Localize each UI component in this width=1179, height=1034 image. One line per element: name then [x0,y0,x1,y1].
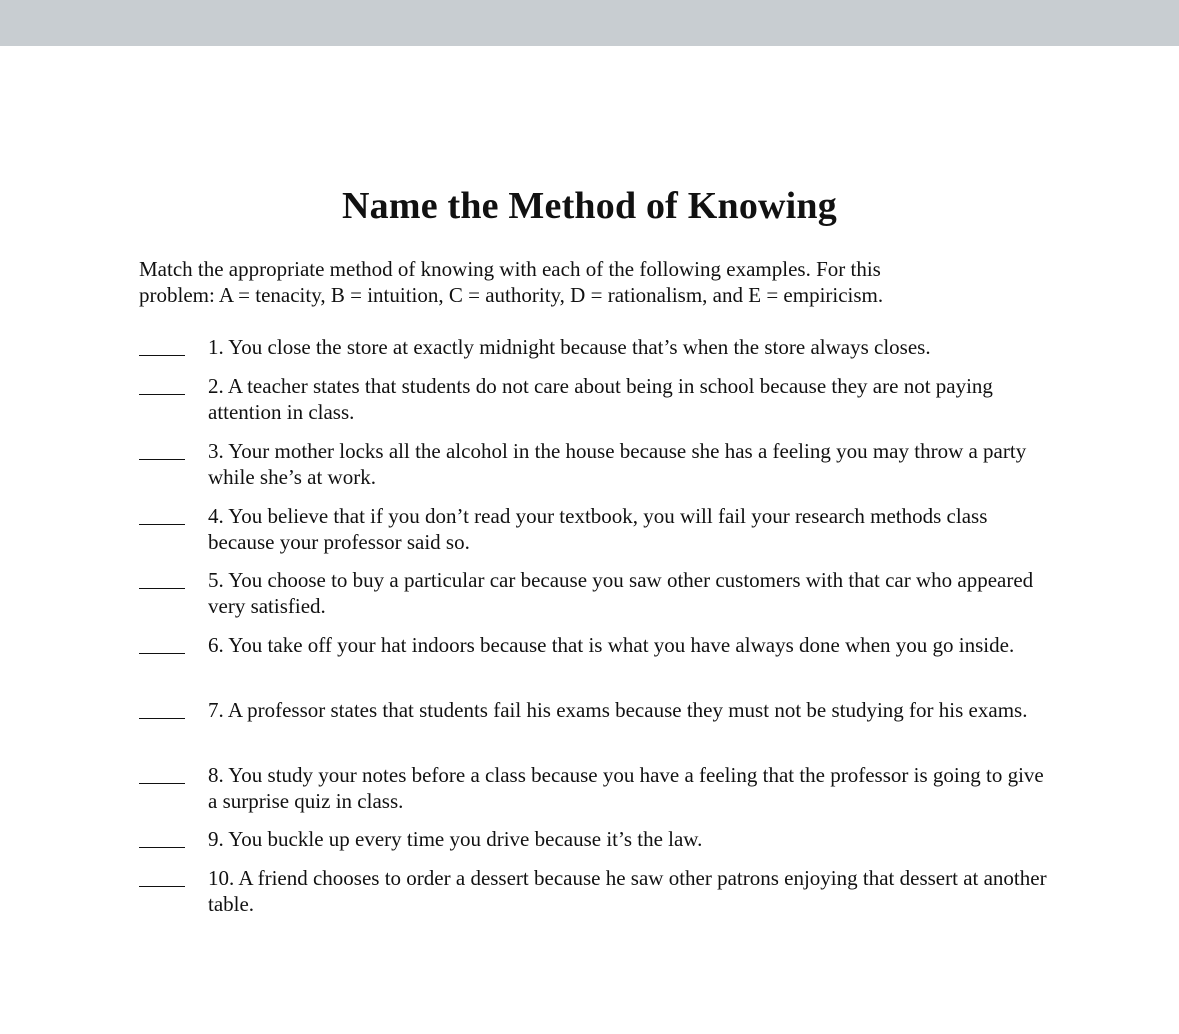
answer-blank[interactable] [139,334,185,356]
answer-blank[interactable] [139,762,185,784]
answer-blank[interactable] [139,503,185,525]
question-text: 9. You buckle up every time you drive because it’s the law. [208,827,703,851]
document-page [0,46,1179,1034]
question-item [139,826,1059,852]
instructions-line-2: problem: A = tenacity, B = intuition, C = authority, D = rationalism, and E = empiricism. [139,283,884,307]
question-item [139,373,1059,425]
answer-blank[interactable] [139,632,185,654]
question-text: 8. You study your notes before a class because you have a feeling that the professor is going to give a surprise quiz in class. [208,763,1044,813]
instructions [139,256,1039,308]
question-text: 5. You choose to buy a particular car because you saw other customers with that car who appeared very satisfied. [208,568,1034,618]
answer-blank[interactable] [139,865,185,887]
question-text: 3. Your mother locks all the alcohol in the house because she has a feeling you may throw a party while she’s at work. [208,439,1027,489]
question-item [139,567,1059,619]
question-text: 7. A professor states that students fail his exams because they must not be studying for his exams. [208,698,1028,722]
viewer-top-bar [0,0,1179,46]
answer-blank[interactable] [139,438,185,460]
answer-blank[interactable] [139,373,185,395]
question-text: 2. A teacher states that students do not care about being in school because they are not paying attention in class. [208,374,993,424]
question-text: 1. You close the store at exactly midnight because that’s when the store always closes. [208,335,931,359]
question-item [139,632,1059,684]
instructions-line-1: Match the appropriate method of knowing with each of the following examples. For this [139,257,881,281]
question-text: 6. You take off your hat indoors because that is what you have always done when you go inside. [208,633,1015,657]
question-item [139,503,1059,555]
question-item [139,697,1059,749]
document-title: Name the Method of Knowing [342,185,837,227]
question-text: 10. A friend chooses to order a dessert because he saw other patrons enjoying that dessert at another table. [208,866,1047,916]
question-item [139,865,1059,917]
answer-blank[interactable] [139,826,185,848]
question-item [139,438,1059,490]
question-item [139,334,1059,360]
answer-blank[interactable] [139,567,185,589]
answer-blank[interactable] [139,697,185,719]
question-item [139,762,1059,814]
question-text: 4. You believe that if you don’t read your textbook, you will fail your research methods class because your professor said so. [208,504,988,554]
